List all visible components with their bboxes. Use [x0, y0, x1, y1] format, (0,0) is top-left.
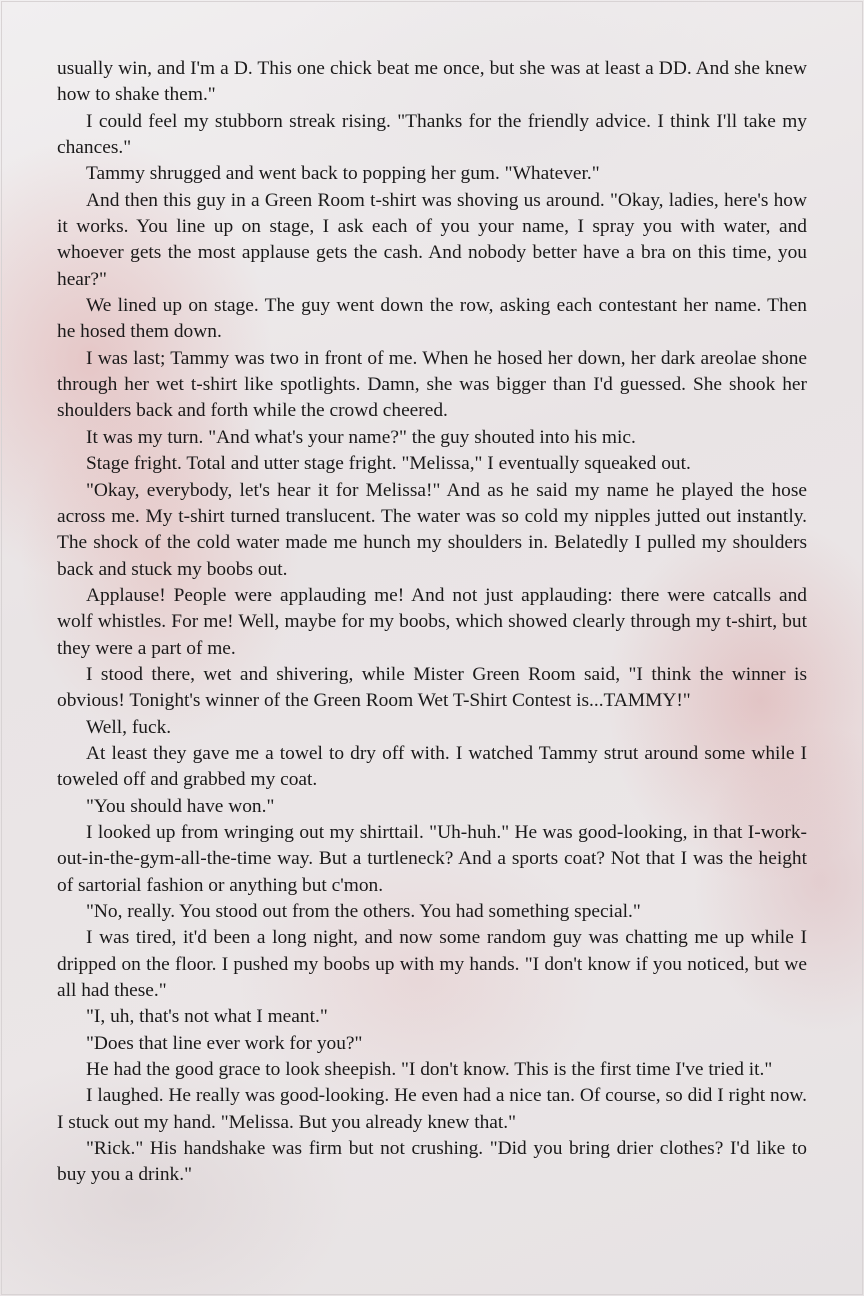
- paragraph: I was tired, it'd been a long night, and now some random guy was chatting me up while I dripped on the floor. I pushed my boobs up with my hands. "I don't know if you noticed, but we all had these.": [57, 927, 807, 1002]
- paragraph: And then this guy in a Green Room t-shirt was shoving us around. "Okay, ladies, here's how it works. You line up on stage, I ask each of you your name, I spray you with water, and whoever gets the most applause gets the cash. And nobody better have a bra on this time, you hear?": [57, 189, 807, 290]
- paragraph: Stage fright. Total and utter stage fright. "Melissa," I eventually squeaked out.: [86, 453, 691, 475]
- paragraph: usually win, and I'm a D. This one chick beat me once, but she was at least a DD. And she knew how to shake them.": [57, 58, 807, 106]
- paragraph: I was last; Tammy was two in front of me. When he hosed her down, her dark areolae shone through her wet t-shirt like spotlights. Damn, she was bigger than I'd guessed. She shook her shoulders back and forth while the crowd cheered.: [57, 347, 807, 422]
- paragraph: "You should have won.": [86, 795, 275, 817]
- paragraph: It was my turn. "And what's your name?" the guy shouted into his mic.: [86, 426, 636, 448]
- paragraph: Tammy shrugged and went back to popping her gum. "Whatever.": [86, 163, 600, 185]
- paragraph: I could feel my stubborn streak rising. "Thanks for the friendly advice. I think I'll take my chances.": [57, 110, 807, 159]
- paragraph: We lined up on stage. The guy went down the row, asking each contestant her name. Then he hosed them down.: [57, 295, 807, 343]
- story-text: [57, 56, 807, 1189]
- paragraph: "Rick." His handshake was firm but not crushing. "Did you bring drier clothes? I'd like to buy you a drink.": [57, 1138, 807, 1186]
- paragraph: "No, really. You stood out from the others. You had something special.": [86, 901, 641, 922]
- paragraph: "Does that line ever work for you?": [86, 1032, 363, 1054]
- paragraph: I looked up from wringing out my shirttail. "Uh-huh." He was good-looking, in that I-work-out-in-the-gym-all-the-time way. But a turtleneck? And a sports coat? Not that I was the height of sartorial fashion or anything but c'mon.: [57, 821, 807, 896]
- paragraph: "Okay, everybody, let's hear it for Melissa!" And as he said my name he played the hose across me. My t-shirt turned translucent. The water was so cold my nipples jutted out instantly. The shock of the cold water made me hunch my shoulders in. Belatedly I pulled my shoulders back and stuck my boobs out.: [57, 479, 807, 580]
- paragraph: Applause! People were applauding me! And not just applauding: there were catcalls and wolf whistles. For me! Well, maybe for my boobs, which showed clearly through my t-shirt, but they were a part of me.: [57, 584, 807, 659]
- paragraph: I laughed. He really was good-looking. He even had a nice tan. Of course, so did I right now. I stuck out my hand. "Melissa. But you already knew that.": [57, 1085, 807, 1133]
- paragraph: At least they gave me a towel to dry off with. I watched Tammy strut around some while I toweled off and grabbed my coat.: [57, 742, 807, 791]
- paragraph: Well, fuck.: [86, 716, 172, 738]
- paragraph: He had the good grace to look sheepish. "I don't know. This is the first time I've tried it.": [86, 1059, 773, 1081]
- paragraph: "I, uh, that's not what I meant.": [86, 1006, 328, 1028]
- paragraph: I stood there, wet and shivering, while Mister Green Room said, "I think the winner is obvious! Tonight's winner of the Green Room Wet T-Shirt Contest is...TAMMY!": [57, 663, 807, 712]
